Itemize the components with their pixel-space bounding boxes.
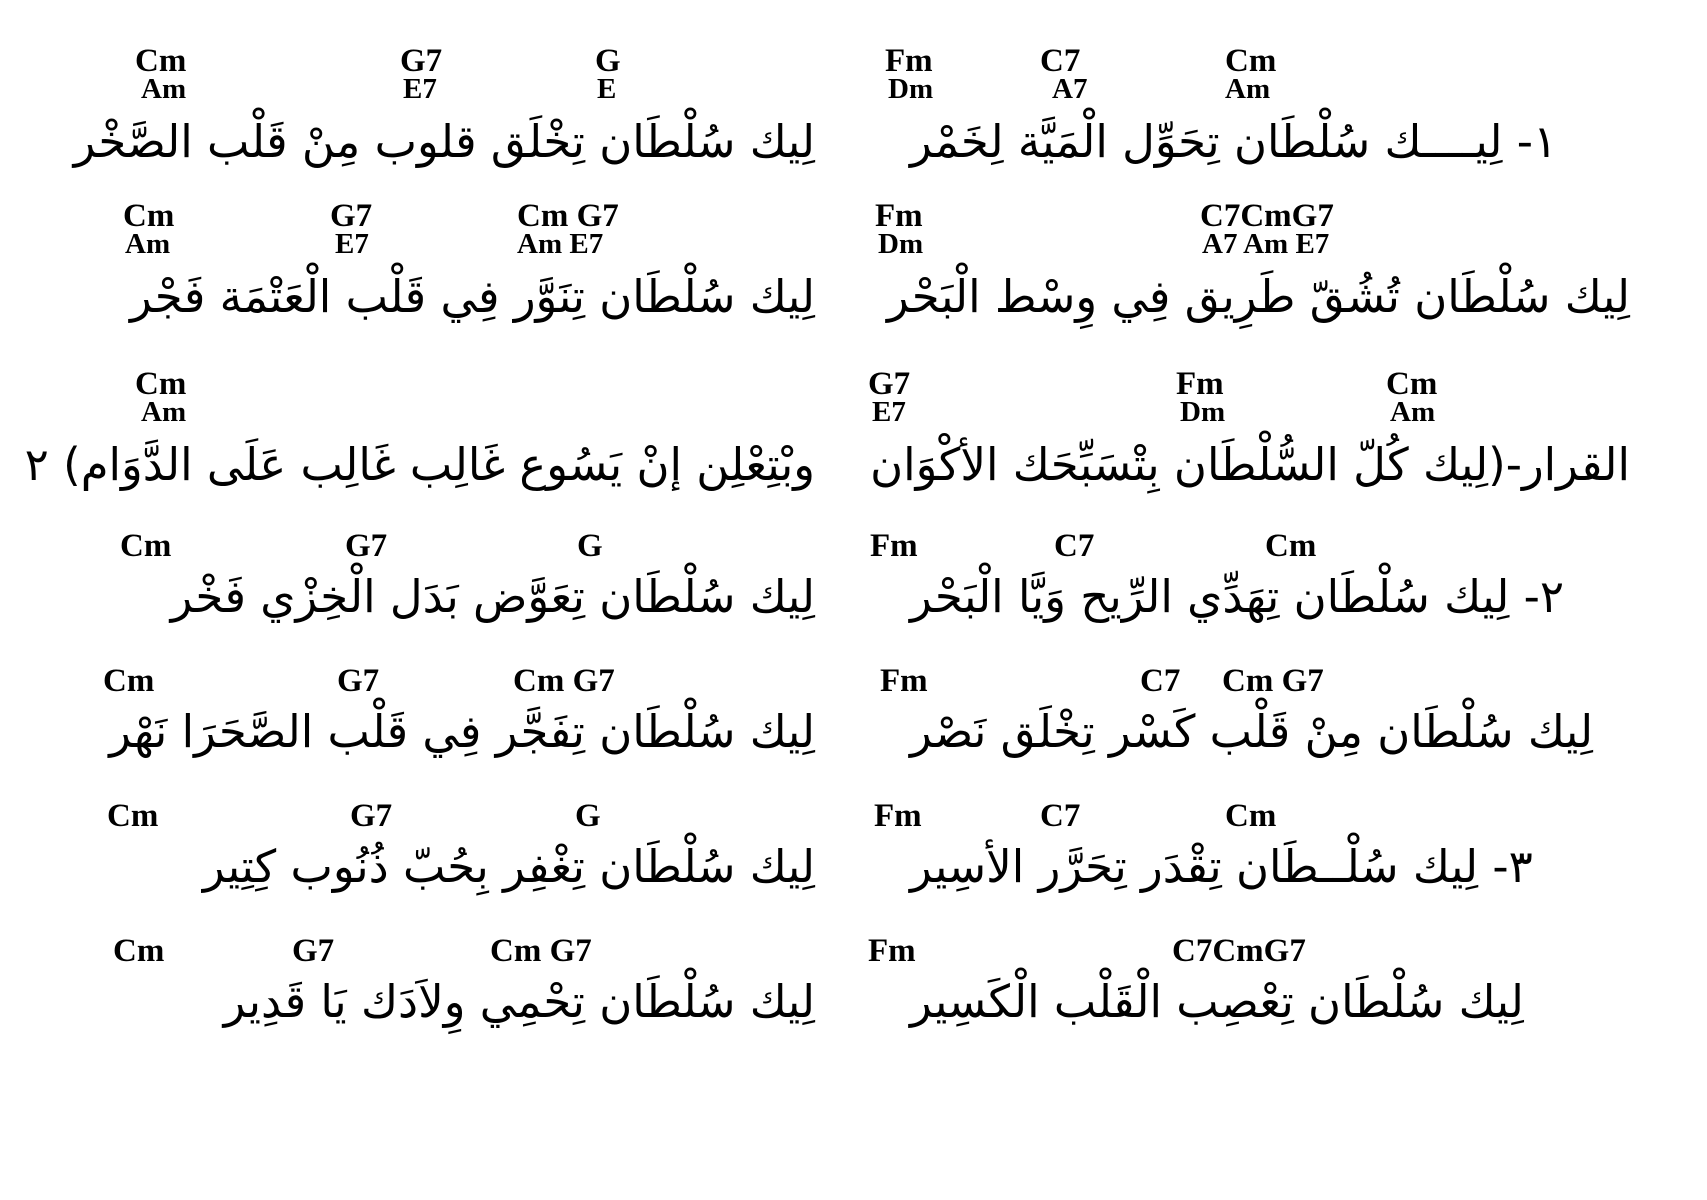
verse-line xyxy=(85,530,815,660)
chord-label-transposed: Dm xyxy=(1180,396,1226,428)
chord-label: Cm xyxy=(113,933,165,969)
chord-label-transposed: Am xyxy=(141,73,187,105)
verse-line xyxy=(85,800,815,930)
chord-label-transposed: E xyxy=(597,73,617,105)
chord-label: Cm xyxy=(107,798,159,834)
lyric-text: لِيك سُلْطَان تُشُقّ طَرِيق فِي وِسْط الْبَحْر xyxy=(886,270,1630,323)
lyric-text: لِيك سُلْطَان تِحْمِي وِلاَدَك يَا قَدِير xyxy=(223,975,815,1028)
lyric-text: لِيك سُلْطَان تِعَوَّض بَدَل الْخِزْي فَخْر xyxy=(170,570,815,623)
lyric-text: القرار-(لِيك كُلّ السُّلْطَان بِتْسَبِّحَك الأكْوَان xyxy=(870,438,1630,491)
chord-label: C7 xyxy=(1040,43,1081,79)
chord-label: G7 xyxy=(345,528,388,564)
chord-label-transposed: Am E7 xyxy=(517,228,604,260)
chord-label: Fm xyxy=(875,198,923,234)
lyric-text: لِيك سُلْطَان تِخْلَق قلوب مِنْ قَلْب الصَّخْر xyxy=(73,115,815,168)
chord-label-transposed: E7 xyxy=(335,228,369,260)
verse-line xyxy=(85,200,815,330)
chord-label: Fm xyxy=(885,43,933,79)
chord-label: C7CmG7 xyxy=(1200,198,1334,234)
chord-label: Cm G7 xyxy=(490,933,592,969)
chord-label-transposed: A7 Am E7 xyxy=(1202,228,1330,260)
chord-label: Fm xyxy=(874,798,922,834)
lyric-text: ٣- لِيك سُلْــطَان تِقْدَر تِحَرَّر الأسِير xyxy=(910,840,1533,893)
chord-label: Cm xyxy=(1225,43,1277,79)
verse-line xyxy=(73,43,815,175)
chord-label: Cm xyxy=(1225,798,1277,834)
right-column xyxy=(868,0,1630,1200)
chord-label: G7 xyxy=(400,43,443,79)
chord-label: Fm xyxy=(868,933,916,969)
chord-label: C7 xyxy=(1054,528,1095,564)
chord-label-transposed: Dm xyxy=(888,73,934,105)
chord-label: Fm xyxy=(870,528,918,564)
chord-label: C7 xyxy=(1040,798,1081,834)
chord-label: G xyxy=(577,528,603,564)
chord-label: G7 xyxy=(337,663,380,699)
chord-label: Cm xyxy=(103,663,155,699)
chord-label: C7CmG7 xyxy=(1172,933,1306,969)
chord-label-transposed: Dm xyxy=(878,228,924,260)
verse-line xyxy=(24,366,815,498)
chord-label: Cm xyxy=(123,198,175,234)
verse-line xyxy=(85,665,815,795)
verse-line xyxy=(880,663,1630,795)
lyric-text: لِيك سُلْطَان تِفَجَّر فِي قَلْب الصَّحَرَا نَهْر xyxy=(109,705,815,758)
chord-label: G xyxy=(575,798,601,834)
chord-label-transposed: Am xyxy=(125,228,171,260)
chord-label: Fm xyxy=(880,663,928,699)
lyric-text: وبْتِعْلِن إنْ يَسُوع غَالِب غَالِب عَلَى الدَّوَام) ٢ xyxy=(24,438,815,491)
chord-label-transposed: E7 xyxy=(872,396,906,428)
chord-label: Fm xyxy=(1176,366,1224,402)
lyric-text: لِيك سُلْطَان تِغْفِر بِحُبّ ذُنُوب كِتِير xyxy=(202,840,815,893)
chord-label-transposed: A7 xyxy=(1052,73,1088,105)
lyric-text: ١- لِيــــك سُلْطَان تِحَوِّل الْمَيَّة لِخَمْر xyxy=(910,115,1558,168)
left-column xyxy=(24,0,815,1200)
chord-label-transposed: E7 xyxy=(403,73,437,105)
verse-line xyxy=(85,935,815,1065)
lyric-text: لِيك سُلْطَان تِعْصِب الْقَلْب الْكَسِير xyxy=(910,975,1524,1028)
verse-line xyxy=(874,798,1630,930)
verse-line xyxy=(868,366,1630,498)
verse-line xyxy=(875,198,1630,330)
chord-label: C7 xyxy=(1140,663,1181,699)
chord-label: Cm xyxy=(120,528,172,564)
chord-label-transposed: Am xyxy=(141,396,187,428)
verse-line xyxy=(868,933,1630,1065)
lyric-text: ٢- لِيك سُلْطَان تِهَدِّي الرِّيح وَيَّا الْبَحْر xyxy=(910,570,1565,623)
chord-label: Cm G7 xyxy=(1222,663,1324,699)
lyric-text: لِيك سُلْطَان مِنْ قَلْب كَسْر تِخْلَق نَصْر xyxy=(910,705,1594,758)
verse-line xyxy=(870,528,1630,660)
chord-label-transposed: Am xyxy=(1225,73,1271,105)
chord-label: G7 xyxy=(350,798,393,834)
verse-line xyxy=(885,43,1630,175)
chord-label: G7 xyxy=(292,933,335,969)
chord-label: G7 xyxy=(330,198,373,234)
chord-label: Cm xyxy=(135,366,187,402)
chord-label: Cm G7 xyxy=(513,663,615,699)
chord-label: G xyxy=(595,43,621,79)
chord-label: Cm G7 xyxy=(517,198,619,234)
lyric-text: لِيك سُلْطَان تِنَوَّر فِي قَلْب الْعَتْمَة فَجْر xyxy=(129,270,815,323)
chord-label: Cm xyxy=(135,43,187,79)
chord-label: Cm xyxy=(1386,366,1438,402)
chord-label: Cm xyxy=(1265,528,1317,564)
chord-label: G7 xyxy=(868,366,911,402)
chord-label-transposed: Am xyxy=(1390,396,1436,428)
